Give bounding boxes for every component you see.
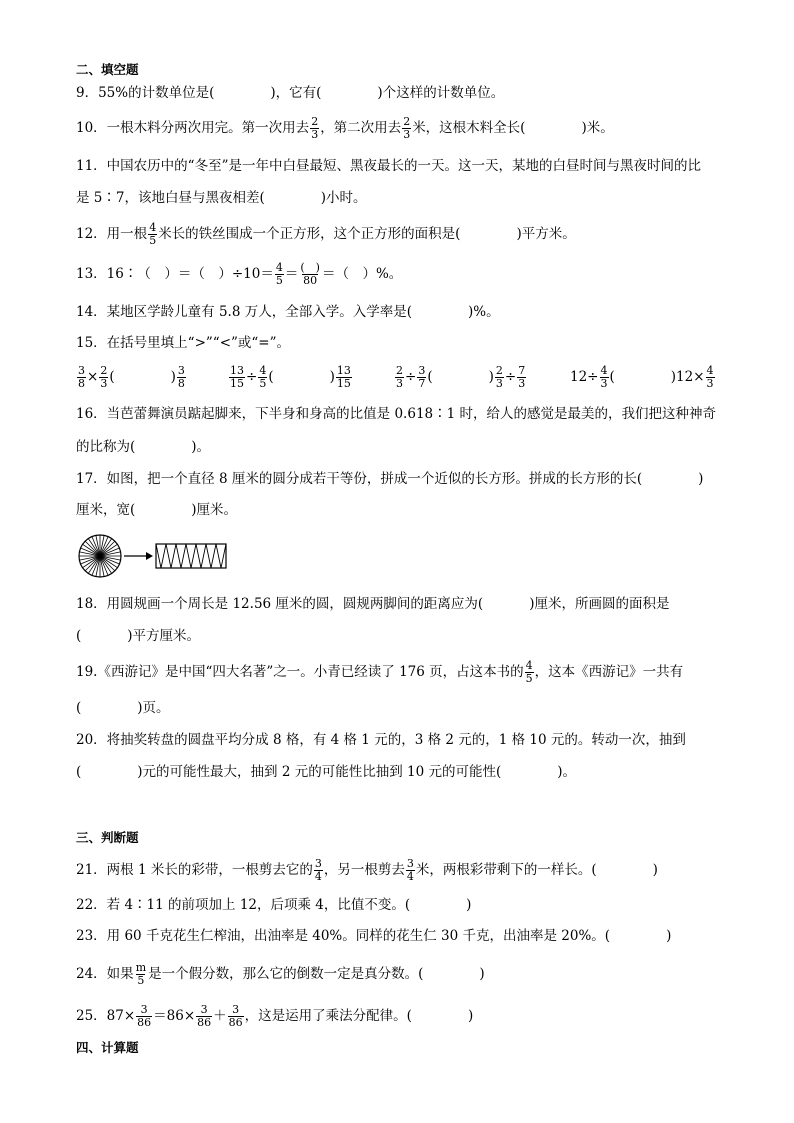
section-title-judge: 三、判断题 [76, 830, 139, 845]
question-10: 10．一根木料分两次用完。第一次用去 $\frac{2}{3}$ ，第二次用去 $\frac{2}{3}$ 米，这根木料全长( )米。 [76, 115, 614, 141]
comparison-4: 12÷ $\frac{4}{3}$ ( )12× $\frac{4}{3}$ [570, 363, 714, 390]
fraction: $\frac{3}{4}$ [406, 857, 414, 883]
fraction: $\frac{( )}{80}$ [300, 261, 320, 287]
fraction: $\frac{4}{5}$ [525, 659, 533, 685]
arrow-icon [124, 552, 153, 560]
fraction: $\frac{3}{86}$ [228, 1003, 243, 1029]
fraction: $\frac{3}{4}$ [314, 857, 322, 883]
circle-to-rectangle-figure [76, 532, 236, 580]
comparison-2: $\frac{13}{15}$ ÷ $\frac{4}{5}$ ( ) $\frac{13}{15}$ [230, 363, 351, 390]
fraction: $\frac{3}{86}$ [197, 1003, 212, 1029]
question-24: 24．如果 $\frac{m}{5}$ 是一个假分数，那么它的倒数一定是真分数。( ) [76, 961, 485, 987]
question-23: 23．用 60 千克花生仁榨油，出油率是 40%。同样的花生仁 30 千克，出油率是 20%。( ) [76, 928, 672, 944]
question-15-title: 15．在括号里填上“>”“<”或“=”。 [76, 335, 291, 351]
question-11-line-1: 11．中国农历中的“冬至”是一年中白昼最短、黑夜最长的一天。这一天，某地的白昼时间与黑夜时间的比 [76, 158, 701, 174]
question-16-line-1: 16．当芭蕾舞演员踮起脚来，下半身和身高的比值是 0.618∶1 时，给人的感觉是最美的，我们把这种神奇 [76, 406, 716, 422]
question-17-line-2: 厘米，宽( )厘米。 [76, 502, 238, 518]
question-19-line-2: ( )页。 [76, 700, 170, 716]
comparison-1: $\frac{3}{8}$ × $\frac{2}{3}$ ( ) $\frac{3}{8}$ [78, 363, 185, 390]
question-18-line-1: 18．用圆规画一个周长是 12.56 厘米的圆，圆规两脚间的距离应为( )厘米，所画圆的面积是 [76, 596, 670, 612]
section-title-fill: 二、填空题 [76, 62, 139, 77]
question-14: 14．某地区学龄儿童有 5.8 万人，全部入学。入学率是( )%。 [76, 304, 500, 320]
question-12: 12．用一根 $\frac{4}{5}$ 米长的铁丝围成一个正方形，这个正方形的面积是( )平方米。 [76, 221, 576, 247]
question-19-line-1: 19.《西游记》是中国“四大名著”之一。小青已经读了 176 页，占这本书的 $\frac{4}{5}$ ，这本《西游记》一共有 [76, 659, 684, 685]
fraction: $\frac{4}{5}$ [275, 261, 283, 287]
question-15-comparisons [76, 360, 716, 394]
comparison-3: $\frac{2}{3}$ ÷ $\frac{3}{7}$ ( ) $\frac{2}{3}$ ÷ $\frac{7}{3}$ [396, 363, 526, 390]
question-21: 21．两根 1 米长的彩带，一根剪去它的 $\frac{3}{4}$ ，另一根剪去 $\frac{3}{4}$ 米，两根彩带剩下的一样长。( ) [76, 857, 658, 883]
question-18-line-2: ( )平方厘米。 [76, 628, 201, 644]
question-20-line-2: ( )元的可能性最大，抽到 2 元的可能性比抽到 10 元的可能性( )。 [76, 764, 577, 780]
section-title-calc: 四、计算题 [76, 1040, 139, 1055]
question-16-line-2: 的比称为( )。 [76, 439, 211, 455]
fraction: $\frac{4}{5}$ [149, 221, 157, 247]
fraction: $\frac{3}{86}$ [137, 1003, 152, 1029]
approximate-rectangle [156, 544, 226, 568]
fraction: $\frac{2}{3}$ [403, 115, 411, 141]
question-25: 25．87× $\frac{3}{86}$ ＝86× $\frac{3}{86}$ ＋ $\frac{3}{86}$ ，这是运用了乘法分配律。( ) [76, 1003, 474, 1029]
question-20-line-1: 20．将抽奖转盘的圆盘平均分成 8 格，有 4 格 1 元的，3 格 2 元的，1 格 10 元的。转动一次，抽到 [76, 732, 686, 748]
fraction: $\frac{m}{5}$ [135, 961, 147, 987]
fraction: $\frac{2}{3}$ [311, 115, 319, 141]
question-17-line-1: 17．如图，把一个直径 8 厘米的圆分成若干等份，拼成一个近似的长方形。拼成的长方形的长( ) [76, 471, 704, 487]
question-9: 9．55%的计数单位是( )，它有( )个这样的计数单位。 [76, 85, 505, 101]
question-13: 13．16∶（ ）＝（ ）÷10＝ $\frac{4}{5}$ ＝ $\frac{( )}{80}$ ＝（ ）%。 [76, 261, 403, 287]
sectored-circle [79, 535, 121, 577]
question-11-line-2: 是 5∶7，该地白昼与黑夜相差( )小时。 [76, 190, 367, 206]
question-22: 22．若 4∶11 的前项加上 12，后项乘 4，比值不变。( ) [76, 897, 472, 913]
